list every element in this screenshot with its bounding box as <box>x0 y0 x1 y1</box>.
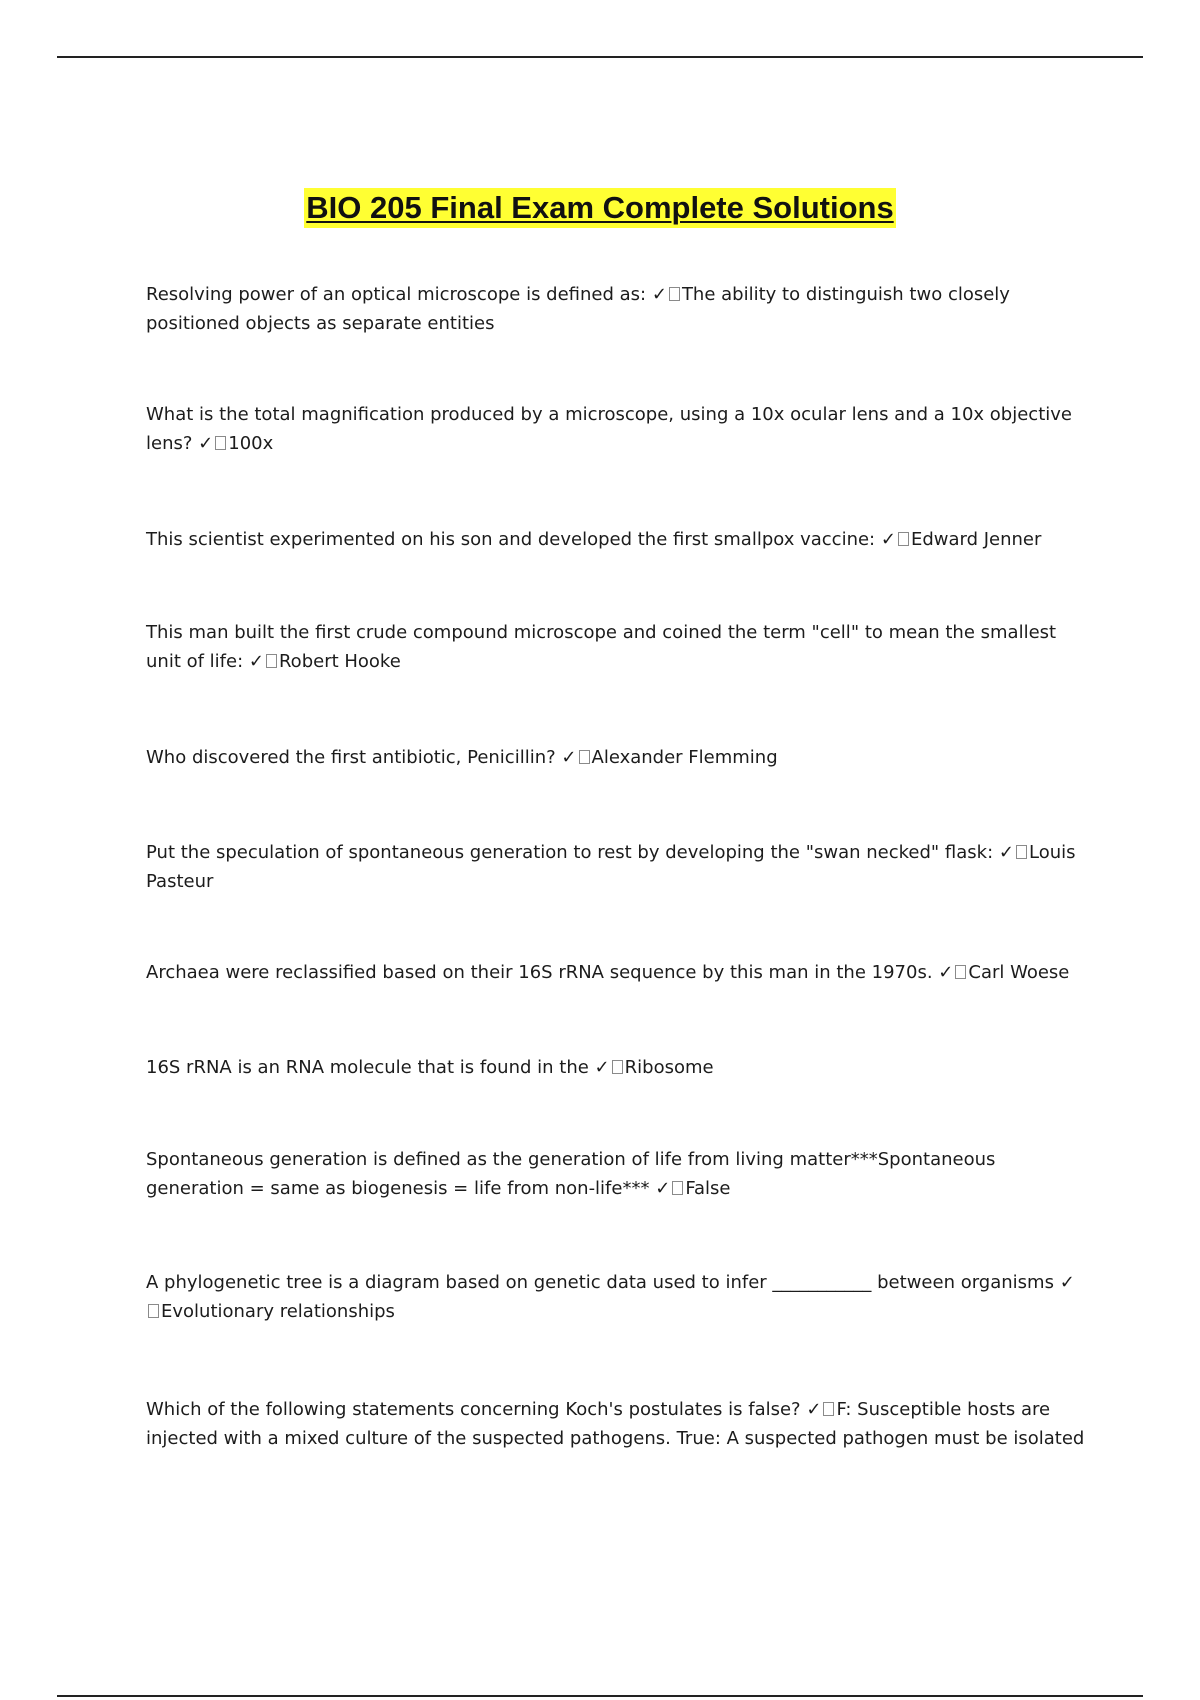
question-text: Put the speculation of spontaneous generation to rest by developing the "swan necked" flask: <box>146 842 994 863</box>
answer-text: Robert Hooke <box>278 651 401 672</box>
answer-text: 100x <box>228 433 274 454</box>
question-text: Who discovered the first antibiotic, Penicillin? <box>146 747 556 768</box>
qa-item-8 <box>146 1053 1086 1082</box>
footer-rule <box>57 1695 1143 1697</box>
check-icon: ✓ <box>938 962 954 983</box>
title-block <box>0 188 1200 228</box>
question-text: What is the total magnification produced by a microscope, using a 10x ocular lens and a 10x objective lens? <box>146 404 1072 454</box>
qa-item-11 <box>146 1395 1086 1453</box>
answer-text: Evolutionary relationships <box>161 1301 395 1322</box>
question-text: Archaea were reclassified based on their 16S rRNA sequence by this man in the 1970s. <box>146 962 933 983</box>
qa-item-2 <box>146 400 1086 458</box>
empty-box-icon <box>579 750 590 764</box>
check-icon: ✓ <box>998 842 1014 863</box>
answer-text: F: Susceptible hosts are injected with a mixed culture of the suspected pathogens. True: A suspected pathogen must be isolated <box>146 1399 1085 1449</box>
qa-item-6 <box>146 838 1086 896</box>
empty-box-icon <box>669 287 680 301</box>
qa-item-10 <box>146 1268 1086 1326</box>
answer-text: Carl Woese <box>968 962 1070 983</box>
answer-text: Alexander Flemming <box>591 747 778 768</box>
empty-box-icon <box>898 532 909 546</box>
answer-text: False <box>685 1178 731 1199</box>
check-icon: ✓ <box>198 433 214 454</box>
empty-box-icon <box>148 1304 159 1318</box>
qa-item-7 <box>146 958 1086 987</box>
qa-item-9 <box>146 1145 1086 1203</box>
question-text: 16S rRNA is an RNA molecule that is found in the <box>146 1057 589 1078</box>
empty-box-icon <box>215 436 226 450</box>
check-icon: ✓ <box>880 529 896 550</box>
answer-text: Edward Jenner <box>910 529 1042 550</box>
qa-item-4 <box>146 618 1086 676</box>
answer-text: Ribosome <box>624 1057 714 1078</box>
question-text: Spontaneous generation is defined as the generation of life from living matter***Spontaneous generation = same as biogenesis = life from non-life*** <box>146 1149 996 1199</box>
empty-box-icon <box>955 965 966 979</box>
question-text: This man built the first crude compound microscope and coined the term "cell" to mean the smallest unit of life: <box>146 622 1057 672</box>
empty-box-icon <box>823 1402 834 1416</box>
question-text: A phylogenetic tree is a diagram based on genetic data used to infer ___________ between organisms <box>146 1272 1054 1293</box>
empty-box-icon <box>672 1181 683 1195</box>
answer-text: Louis Pasteur <box>146 842 1076 892</box>
question-text: Resolving power of an optical microscope is defined as: <box>146 284 647 305</box>
check-icon: ✓ <box>655 1178 671 1199</box>
qa-item-1 <box>146 280 1086 338</box>
document-title: BIO 205 Final Exam Complete Solutions <box>304 188 895 228</box>
check-icon: ✓ <box>806 1399 822 1420</box>
empty-box-icon <box>266 654 277 668</box>
question-text: Which of the following statements concerning Koch's postulates is false? <box>146 1399 801 1420</box>
question-text: This scientist experimented on his son and developed the first smallpox vaccine: <box>146 529 876 550</box>
qa-item-5 <box>146 743 1086 772</box>
check-icon: ✓ <box>594 1057 610 1078</box>
check-icon: ✓ <box>248 651 264 672</box>
header-rule <box>57 56 1143 58</box>
empty-box-icon <box>612 1060 623 1074</box>
check-icon: ✓ <box>1059 1272 1075 1293</box>
empty-box-icon <box>1016 845 1027 859</box>
check-icon: ✓ <box>651 284 667 305</box>
qa-item-3 <box>146 525 1086 554</box>
check-icon: ✓ <box>561 747 577 768</box>
answer-text: The ability to distinguish two closely positioned objects as separate entities <box>146 284 1010 334</box>
